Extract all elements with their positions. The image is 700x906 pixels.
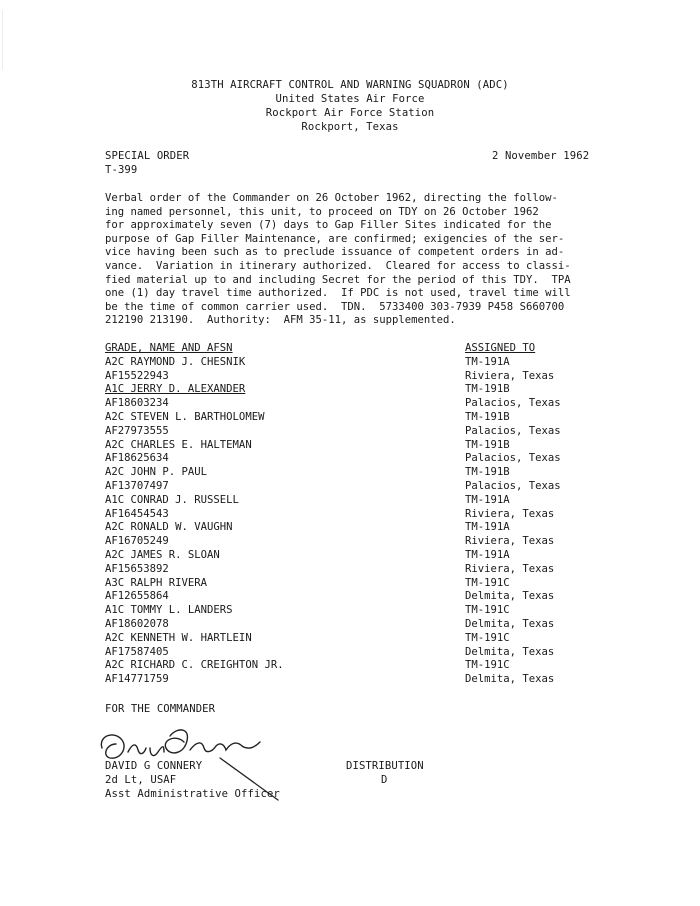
roster-person: AF13707497: [105, 479, 169, 492]
body-line: for approximately seven (7) days to Gap Filler Sites indicated for the: [105, 219, 552, 232]
roster-row: [105, 646, 605, 660]
roster-row: [105, 452, 605, 466]
roster-assignment: Riviera, Texas: [465, 562, 555, 575]
roster-person: A3C RALPH RIVERA: [105, 576, 208, 589]
roster-assignment: Delmita, Texas: [465, 673, 555, 686]
body-line: one (1) day travel time authorized. If PDC is not used, travel time will: [105, 287, 571, 300]
roster-right-header: ASSIGNED TO: [465, 342, 536, 354]
header-location: Rockport, Texas: [301, 121, 399, 133]
body-line: ing named personnel, this unit, to proceed on TDY on 26 October 1962: [105, 205, 539, 218]
roster-person: AF18603234: [105, 397, 169, 410]
roster-person: AF14771759: [105, 673, 169, 686]
roster-assignment: Delmita, Texas: [465, 617, 555, 630]
roster-assignment: Palacios, Texas: [465, 479, 561, 492]
body-line: 212190 213190. Authority: AFM 35-11, as supplemented.: [105, 314, 456, 327]
roster-assignment: TM-191B: [465, 438, 510, 451]
roster-person: AF18602078: [105, 617, 169, 630]
roster-person: A2C RONALD W. VAUGHN: [105, 521, 233, 534]
roster-row: [105, 604, 605, 618]
roster-row: [105, 356, 605, 370]
roster-person: AF27973555: [105, 424, 169, 437]
roster-assignment: Riviera, Texas: [465, 507, 555, 520]
signer-title: Asst Administrative Officer: [105, 788, 280, 800]
body-line: be the time of common carrier used. TDN. 5733400 303-7939 P458 S660700: [105, 300, 565, 313]
roster-assignment: Delmita, Texas: [465, 590, 555, 603]
roster-assignment: TM-191C: [465, 576, 510, 589]
roster-assignment: TM-191A: [465, 548, 510, 561]
roster-person: AF18625634: [105, 452, 169, 465]
roster-row: [105, 563, 605, 577]
roster-person: AF15653892: [105, 562, 169, 575]
roster-row: [105, 659, 605, 673]
roster-person: AF15522943: [105, 369, 169, 382]
roster-person: A2C RAYMOND J. CHESNIK: [105, 355, 246, 368]
roster-assignment: TM-191A: [465, 493, 510, 506]
roster-assignment: Palacios, Texas: [465, 424, 561, 437]
personnel-roster: [105, 342, 605, 687]
roster-assignment: TM-191C: [465, 659, 510, 672]
roster-row: [105, 535, 605, 549]
roster-left-header: GRADE, NAME AND AFSN: [105, 342, 233, 354]
roster-row: [105, 397, 605, 411]
roster-row: [105, 494, 605, 508]
roster-row: [105, 673, 605, 687]
order-number: T-399: [105, 164, 138, 176]
header-station: Rockport Air Force Station: [265, 107, 435, 119]
roster-row: [105, 618, 605, 632]
order-date: 2 November 1962: [492, 150, 590, 162]
roster-person: AF16454543: [105, 507, 169, 520]
roster-person: A2C JOHN P. PAUL: [105, 466, 208, 479]
roster-row: [105, 577, 605, 591]
roster-row: [105, 411, 605, 425]
roster-assignment: Palacios, Texas: [465, 452, 561, 465]
roster-row: [105, 425, 605, 439]
roster-assignment: TM-191B: [465, 383, 510, 396]
distribution-label: DISTRIBUTION: [346, 760, 424, 772]
roster-person: A1C CONRAD J. RUSSELL: [105, 493, 239, 506]
roster-assignment: TM-191A: [465, 355, 510, 368]
roster-header: [105, 342, 605, 356]
roster-person: A1C JERRY D. ALEXANDER: [105, 383, 246, 396]
order-body: [105, 192, 625, 328]
roster-person: A2C CHARLES E. HALTEMAN: [105, 438, 252, 451]
roster-person: A2C STEVEN L. BARTHOLOMEW: [105, 410, 265, 423]
roster-row: [105, 549, 605, 563]
roster-assignment: Delmita, Texas: [465, 645, 555, 658]
order-title: SPECIAL ORDER: [105, 150, 190, 162]
roster-row: [105, 590, 605, 604]
body-line: Verbal order of the Commander on 26 October 1962, directing the follow-: [105, 192, 558, 204]
roster-person: A2C JAMES R. SLOAN: [105, 548, 220, 561]
body-line: vance. Variation in itinerary authorized. Cleared for access to classi-: [105, 259, 571, 272]
body-line: fied material up to and including Secret for the period of this TDY. TPA: [105, 273, 571, 286]
body-line: vice having been such as to preclude issuance of competent orders in ad-: [105, 246, 565, 259]
roster-assignment: TM-191C: [465, 604, 510, 617]
roster-person: AF12655864: [105, 590, 169, 603]
distribution-value: D: [381, 774, 388, 786]
roster-person: A1C TOMMY L. LANDERS: [105, 604, 233, 617]
roster-row: [105, 370, 605, 384]
roster-person: AF17587405: [105, 645, 169, 658]
body-line: purpose of Gap Filler Maintenance, are confirmed; exigencies of the ser-: [105, 232, 565, 245]
roster-assignment: Palacios, Texas: [465, 397, 561, 410]
roster-assignment: TM-191B: [465, 466, 510, 479]
roster-person: AF16705249: [105, 535, 169, 548]
signer-rank: 2d Lt, USAF: [105, 774, 177, 786]
roster-person: A2C RICHARD C. CREIGHTON JR.: [105, 659, 284, 672]
header-service: United States Air Force: [275, 93, 425, 105]
roster-assignment: TM-191B: [465, 410, 510, 423]
roster-row: [105, 632, 605, 646]
roster-assignment: Riviera, Texas: [465, 369, 555, 382]
scan-edge-mark: [2, 10, 17, 70]
roster-row: [105, 383, 605, 397]
roster-row: [105, 439, 605, 453]
roster-person: A2C KENNETH W. HARTLEIN: [105, 631, 252, 644]
roster-assignment: TM-191C: [465, 631, 510, 644]
roster-row: [105, 508, 605, 522]
roster-assignment: Riviera, Texas: [465, 535, 555, 548]
roster-assignment: TM-191A: [465, 521, 510, 534]
header-unit: 813TH AIRCRAFT CONTROL AND WARNING SQUADRON (ADC): [191, 79, 509, 91]
roster-row: [105, 480, 605, 494]
for-commander-line: FOR THE COMMANDER: [105, 703, 216, 715]
roster-row: [105, 466, 605, 480]
signer-name: DAVID G CONNERY: [105, 760, 203, 772]
roster-row: [105, 521, 605, 535]
